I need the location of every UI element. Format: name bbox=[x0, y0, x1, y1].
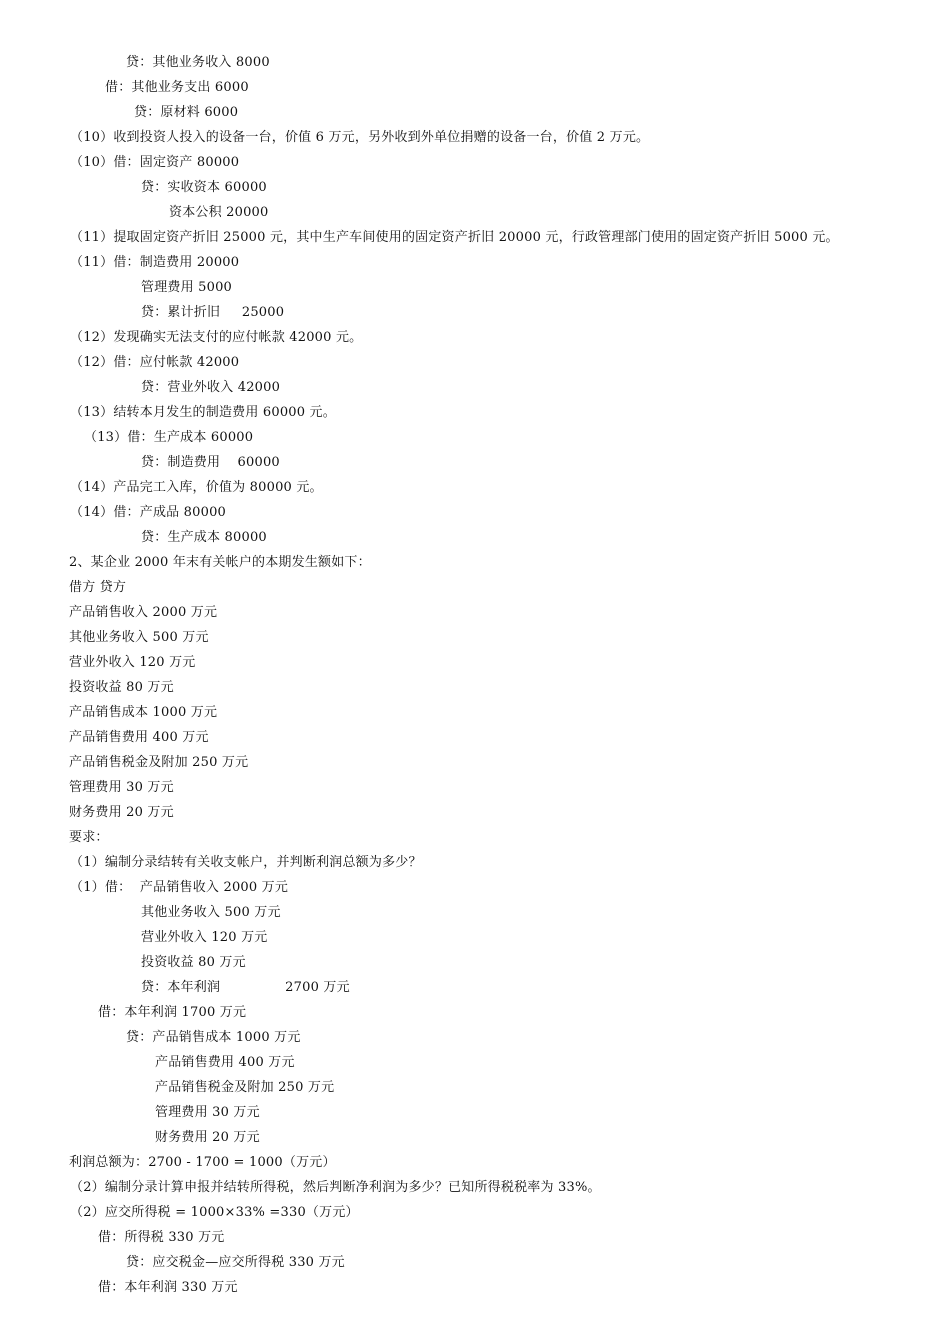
text-line: 贷：应交税金—应交所得税 330 万元 bbox=[126, 1255, 345, 1270]
text-line: 其他业务收入 500 万元 bbox=[69, 630, 209, 645]
text-line: （13）借：生产成本 60000 bbox=[84, 430, 254, 445]
text-line: （10）收到投资人投入的设备一台，价值 6 万元，另外收到外单位捐赠的设备一台，价值 2 万元。 bbox=[70, 130, 650, 145]
text-line: 投资收益 80 万元 bbox=[141, 955, 246, 970]
text-line: 贷：实收资本 60000 bbox=[141, 180, 267, 195]
text-line: （11）借：制造费用 20000 bbox=[70, 255, 240, 270]
text-line: 资本公积 20000 bbox=[169, 205, 269, 220]
text-line: （14）借：产成品 80000 bbox=[70, 505, 227, 520]
text-line: 贷：累计折旧 25000 bbox=[141, 305, 285, 320]
text-line: 投资收益 80 万元 bbox=[69, 680, 174, 695]
text-line: （12）借：应付帐款 42000 bbox=[70, 355, 240, 370]
text-line: 其他业务收入 500 万元 bbox=[141, 905, 281, 920]
text-line: 贷：原材料 6000 bbox=[134, 105, 239, 120]
text-line: 管理费用 5000 bbox=[141, 280, 233, 295]
text-line: 管理费用 30 万元 bbox=[69, 780, 174, 795]
text-line: （1）编制分录结转有关收支帐户，并判断利润总额为多少？ bbox=[70, 855, 422, 870]
text-line: 借：所得税 330 万元 bbox=[98, 1230, 225, 1245]
text-line: 贷：产品销售成本 1000 万元 bbox=[126, 1030, 301, 1045]
text-line: 贷：生产成本 80000 bbox=[141, 530, 267, 545]
text-line: 借：本年利润 1700 万元 bbox=[98, 1005, 247, 1020]
text-line: 贷：本年利润 2700 万元 bbox=[141, 980, 350, 995]
text-line: （1）借： 产品销售收入 2000 万元 bbox=[70, 880, 289, 895]
text-line: 产品销售税金及附加 250 万元 bbox=[155, 1080, 335, 1095]
text-line: 产品销售税金及附加 250 万元 bbox=[69, 755, 249, 770]
text-line: （14）产品完工入库，价值为 80000 元。 bbox=[70, 480, 323, 495]
text-line: 贷：其他业务收入 8000 bbox=[126, 55, 270, 70]
text-line: 借：本年利润 330 万元 bbox=[98, 1280, 238, 1295]
text-line: 借：其他业务支出 6000 bbox=[105, 80, 249, 95]
text-line: 产品销售费用 400 万元 bbox=[155, 1055, 295, 1070]
text-line: 要求： bbox=[69, 830, 109, 845]
text-line: 财务费用 20 万元 bbox=[69, 805, 174, 820]
text-line: 利润总额为：2700 - 1700 = 1000（万元） bbox=[69, 1155, 336, 1170]
text-line: （12）发现确实无法支付的应付帐款 42000 元。 bbox=[70, 330, 363, 345]
text-line: （11）提取固定资产折旧 25000 元，其中生产车间使用的固定资产折旧 20000 元，行政管理部门使用的固定资产折旧 5000 元。 bbox=[70, 230, 839, 245]
text-line: （10）借：固定资产 80000 bbox=[70, 155, 240, 170]
text-line: 贷：营业外收入 42000 bbox=[141, 380, 281, 395]
text-line: 2、某企业 2000 年末有关帐户的本期发生额如下： bbox=[69, 555, 371, 570]
text-line: 产品销售成本 1000 万元 bbox=[69, 705, 218, 720]
text-line: （13）结转本月发生的制造费用 60000 元。 bbox=[70, 405, 336, 420]
text-line: 产品销售费用 400 万元 bbox=[69, 730, 209, 745]
text-line: （2）应交所得税 = 1000×33% =330（万元） bbox=[70, 1205, 359, 1220]
text-line: 营业外收入 120 万元 bbox=[141, 930, 268, 945]
text-line: 营业外收入 120 万元 bbox=[69, 655, 196, 670]
text-line: 财务费用 20 万元 bbox=[155, 1130, 260, 1145]
text-line: 产品销售收入 2000 万元 bbox=[69, 605, 218, 620]
text-line: 贷：制造费用 60000 bbox=[141, 455, 280, 470]
text-line: （2）编制分录计算申报并结转所得税，然后判断净利润为多少？已知所得税税率为 33%。 bbox=[70, 1180, 601, 1195]
text-line: 管理费用 30 万元 bbox=[155, 1105, 260, 1120]
text-line: 借方 贷方 bbox=[69, 580, 127, 595]
